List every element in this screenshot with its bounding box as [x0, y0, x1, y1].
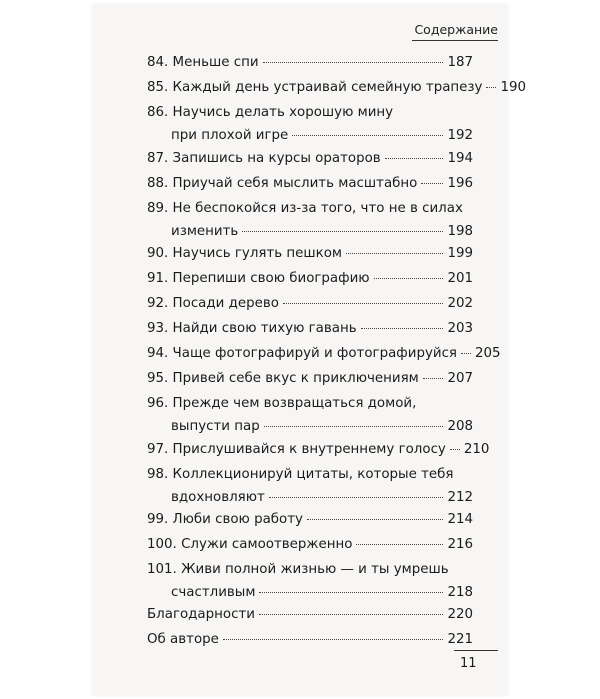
toc-entry	[147, 150, 473, 168]
toc-entry-line	[147, 466, 473, 484]
toc-entry	[147, 79, 527, 97]
toc-entry-line	[147, 511, 473, 529]
dot-leader	[361, 328, 444, 329]
toc-entry-title: 85. Каждый день устраивай семейную трапезу	[147, 80, 483, 95]
dot-leader	[259, 592, 443, 593]
toc-entry-line	[147, 584, 473, 602]
toc-entry	[147, 270, 473, 288]
dot-leader	[374, 278, 444, 279]
toc-entry-page: 205	[475, 346, 501, 361]
toc-entry-line	[147, 200, 473, 218]
toc-entry-line	[147, 104, 473, 122]
dot-leader	[356, 544, 443, 545]
toc-entry-title: счастливым	[171, 585, 256, 600]
toc-entry-title: 98. Коллекционируй цитаты, которые тебя	[147, 467, 454, 482]
toc-entry-line	[147, 606, 473, 624]
toc-entry	[147, 54, 473, 72]
toc-entry-line	[147, 245, 473, 263]
dot-leader	[346, 253, 443, 254]
toc-entry-title: 89. Не беспокойся из-за того, что не в силах	[147, 201, 463, 216]
toc-entry-page: 190	[500, 80, 527, 95]
toc-entry-line	[147, 631, 473, 649]
toc-entry-title: 86. Научись делать хорошую мину	[147, 105, 394, 120]
toc-entry-page: 196	[447, 176, 473, 191]
toc-entry-page: 207	[447, 371, 473, 386]
dot-leader	[461, 353, 471, 354]
toc-entry	[147, 295, 473, 313]
toc-entry-title: вдохновляют	[171, 490, 265, 505]
toc-entry-title: 96. Прежде чем возвращаться домой,	[147, 396, 417, 411]
toc-entry	[147, 245, 473, 263]
dot-leader	[486, 87, 496, 88]
dot-leader	[264, 426, 444, 427]
toc-entry-title: 90. Научись гулять пешком	[147, 246, 343, 261]
toc-entry	[147, 561, 473, 602]
toc-entry	[147, 511, 473, 529]
toc-entry-page: 202	[447, 296, 473, 311]
toc-entry-page: 221	[447, 632, 473, 647]
page-number: 11	[460, 656, 477, 671]
dot-leader	[385, 158, 444, 159]
toc-entry-title: 95. Привей себе вкус к приключениям	[147, 371, 419, 386]
toc-entry-page: 198	[447, 224, 473, 239]
toc-entry-line	[147, 345, 501, 363]
dot-leader	[259, 614, 443, 615]
dot-leader	[421, 183, 443, 184]
toc-entry-page: 210	[463, 442, 490, 457]
toc-entry	[147, 104, 473, 145]
dot-leader	[223, 639, 444, 640]
toc-entry-page: 194	[447, 151, 473, 166]
toc-entry-page: 199	[447, 246, 473, 261]
toc-entry-title: 100. Служи самоотверженно	[147, 537, 353, 552]
toc-entry	[147, 320, 473, 338]
toc-entry-page: 192	[447, 128, 473, 143]
toc-entry-line	[147, 441, 490, 459]
toc-entry-page: 216	[447, 537, 473, 552]
toc-entry-line	[147, 54, 473, 72]
toc-entry-page: 187	[447, 55, 473, 70]
toc-entry-title: выпусти пар	[171, 419, 260, 434]
toc-entry-line	[147, 150, 473, 168]
toc-entry	[147, 395, 473, 436]
toc-entry-title: 87. Запишись на курсы ораторов	[147, 151, 381, 166]
toc-entry	[147, 606, 473, 624]
dot-leader	[269, 497, 444, 498]
toc-entry	[147, 466, 473, 507]
toc-entry-line	[147, 561, 473, 579]
toc-entry-line	[147, 223, 473, 241]
toc-entry-page: 201	[447, 271, 473, 286]
toc-entry	[147, 345, 501, 363]
toc-entry-title: 91. Перепиши свою биографию	[147, 271, 370, 286]
toc-entry-title: 94. Чаще фотографируй и фотографируйся	[147, 346, 457, 361]
toc-entry-line	[147, 536, 473, 554]
toc-entry-title: 88. Приучай себя мыслить масштабно	[147, 176, 418, 191]
dot-leader	[423, 378, 444, 379]
toc-entry	[147, 631, 473, 649]
toc-entry	[147, 536, 473, 554]
toc-entry-title: Благодарности	[147, 607, 255, 622]
dot-leader	[283, 303, 444, 304]
toc-entry-line	[147, 489, 473, 507]
toc-entry-line	[147, 270, 473, 288]
toc-entry-line	[147, 370, 473, 388]
toc-entry	[147, 200, 473, 241]
toc-entry-title: изменить	[171, 224, 239, 239]
toc-entry-line	[147, 127, 473, 145]
toc-entry-page: 214	[447, 512, 473, 527]
dot-leader	[307, 519, 443, 520]
toc-entry	[147, 441, 490, 459]
toc-entry-line	[147, 395, 473, 413]
toc-entry-title: 97. Прислушивайся к внутреннему голосу	[147, 442, 446, 457]
toc-entry-line	[147, 320, 473, 338]
dot-leader	[450, 449, 460, 450]
toc-entry-title: 84. Меньше спи	[147, 55, 259, 70]
toc-entry-page: 212	[447, 490, 473, 505]
footer-rule	[454, 650, 498, 651]
dot-leader	[263, 62, 444, 63]
running-header: Содержание	[412, 22, 498, 41]
dot-leader	[242, 231, 443, 232]
toc-entry-line	[147, 79, 527, 97]
toc-entry	[147, 370, 473, 388]
book-page	[92, 4, 527, 696]
toc-entry-title: при плохой игре	[171, 128, 289, 143]
toc-entry-title: 99. Люби свою работу	[147, 512, 303, 527]
toc-entry-page: 203	[447, 321, 473, 336]
toc-entry	[147, 175, 473, 193]
toc-entry-line	[147, 418, 473, 436]
toc-entry-title: 93. Найди свою тихую гавань	[147, 321, 357, 336]
toc-entry-page: 208	[447, 419, 473, 434]
toc-entry-line	[147, 175, 473, 193]
dot-leader	[292, 135, 443, 136]
toc-entry-page: 218	[447, 585, 473, 600]
toc-entry-title: Об авторе	[147, 632, 219, 647]
toc-entry-line	[147, 295, 473, 313]
toc-entry-title: 101. Живи полной жизнью — и ты умрешь	[147, 562, 449, 577]
toc-entry-title: 92. Посади дерево	[147, 296, 279, 311]
toc-entry-page: 220	[447, 607, 473, 622]
